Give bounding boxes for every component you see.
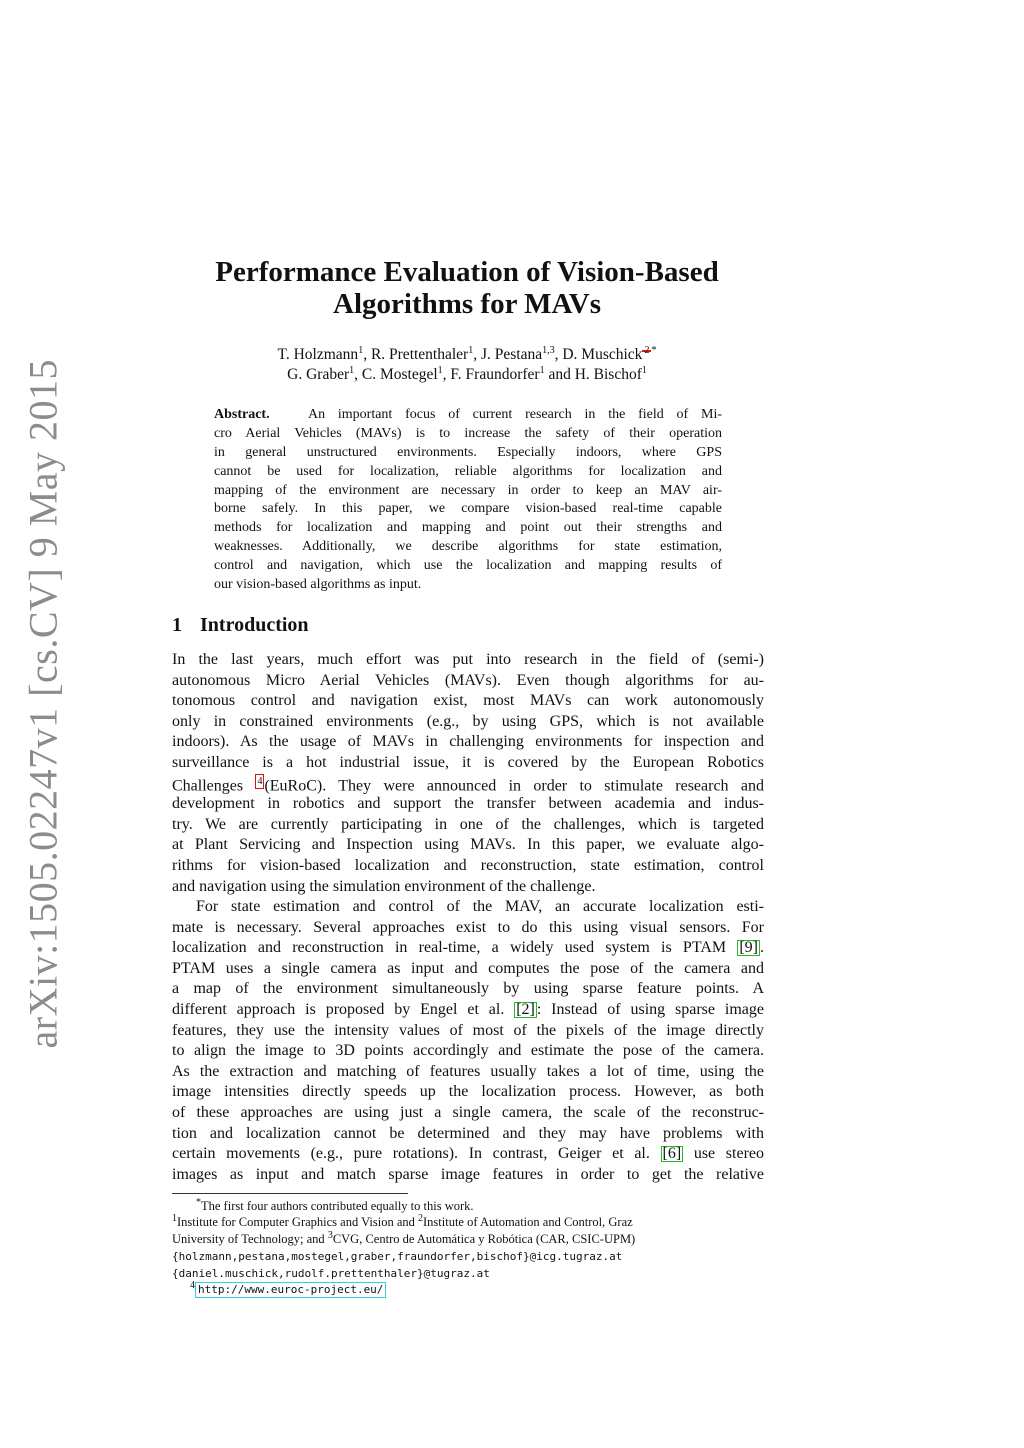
citation-link-6[interactable]: [6] (662, 1145, 682, 1163)
abstract-line: borne safely. In this paper, we compare vision-based real-time capable (214, 501, 722, 517)
text-line: certain movements (e.g., pure rotations). In contrast, Geiger et al. [6] use stereo (172, 1145, 764, 1163)
introduction-paragraph-1 (172, 650, 764, 897)
footnote-link-4[interactable]: 4 (257, 775, 263, 787)
text-line: As the extraction and matching of features usually takes a lot of time, using the (172, 1062, 764, 1080)
text-line: images as input and match sparse image features in order to get the relative (172, 1165, 764, 1183)
paper-title (150, 256, 784, 320)
section-heading (172, 614, 309, 637)
abstract-line: cannot be used for localization, reliable algorithms for localization and (214, 463, 722, 479)
footnote-marker-star: * (651, 344, 657, 356)
title-line-2: Algorithms for MAVs (333, 288, 601, 320)
arxiv-identifier-stamp: arXiv:1505.02247v1 [cs.CV] 9 May 2015 (20, 358, 66, 1049)
text-line: indoors). As the usage of MAVs in challenging environments for inspection and (172, 733, 764, 751)
abstract-line: mapping of the environment are necessary in order to keep an MAV air- (214, 482, 722, 498)
abstract-line: control and navigation, which use the localization and mapping results of (214, 558, 722, 574)
text-line: Challenges $^4$ (EuRoC). They were announced in order to stimulate research and (172, 775, 765, 794)
title-line-1: Performance Evaluation of Vision-Based (215, 256, 719, 288)
section-title: Introduction (200, 614, 309, 636)
text-line: development in robotics and support the transfer between academia and indus- (172, 795, 764, 813)
introduction-paragraph-2 (172, 897, 764, 1185)
author-list (150, 345, 784, 385)
abstract-line: our vision-based algorithms as input. (214, 577, 422, 593)
footnote-affiliations-2: University of Technology; and $^3$CVG, Centro de Automática y Robótica (CAR, CSIC-UPM) (172, 1229, 636, 1246)
footnote-equal-contribution: *The first four authors contributed equally to this work. (196, 1196, 474, 1213)
footnote-link-2[interactable]: 2 (644, 344, 650, 356)
text-line: image intensities directly speeds up the localization process. However, as both (172, 1083, 764, 1101)
text-line: localization and reconstruction in real-time, a widely used system is PTAM [9] . (172, 939, 764, 957)
abstract-label: Abstract. (214, 407, 270, 422)
text-line: surveillance is a hot industrial issue, it is covered by the European Robotics (172, 753, 764, 771)
author-line-2: G. Graber$^1$, C. Mostegel$^1$, F. Fraundorfer$^1$ and H. Bischof$^1$ (287, 364, 647, 383)
text-line: In the last years, much effort was put into research in the field of (semi-) (172, 651, 764, 668)
text-line: rithms for vision-based localization and reconstruction, state estimation, control (172, 856, 764, 874)
author-line-1: T. Holzmann$^1$, R. Prettenthaler$^1$, J. Pestana$^{1,3}$, D. Muschick $^2$ * (277, 344, 657, 363)
abstract-line: weaknesses. Additionally, we describe algorithms for state estimation, (214, 539, 722, 555)
text-line: at Plant Servicing and Inspection using MAVs. In this paper, we evaluate algo- (172, 836, 764, 854)
text-line: features, they use the intensity values of most of the pixels of the image directly (172, 1021, 764, 1039)
footnote-affiliations-1: $^1$Institute for Computer Graphics and Vision and $^2$Institute of Automation and Control, Graz (172, 1212, 633, 1229)
text-line: mate is necessary. Several approaches exist to do this using visual sensors. For (172, 918, 764, 936)
citation-link-2[interactable]: [2] (516, 1000, 535, 1018)
text-line: and navigation using the simulation environment of the challenge. (172, 877, 596, 895)
section-number: 1 (172, 614, 182, 636)
text-line: different approach is proposed by Engel et al. [2] : Instead of using sparse image (172, 1000, 764, 1018)
text-line: only in constrained environments (e.g., by using GPS, which is not available (172, 712, 764, 730)
text-line: of these approaches are using just a single camera, the scale of the reconstruc- (172, 1103, 764, 1121)
text-line: try. We are currently participating in one of the challenges, which is targeted (172, 815, 764, 833)
footnote-emails-tugraz: {daniel.muschick,rudolf.prettenthaler}@tugraz.at (172, 1267, 490, 1280)
text-line: tion and localization cannot be determined and they may have problems with (172, 1124, 764, 1142)
abstract-line: in general unstructured environments. Especially indoors, where GPS (214, 444, 722, 460)
text-line: For state estimation and control of the MAV, an accurate localization esti- (196, 898, 764, 915)
abstract-line: cro Aerial Vehicles (MAVs) is to increase the safety of their operation (214, 425, 722, 441)
abstract-line: Abstract. An important focus of current research in the field of Mi- (214, 407, 722, 422)
footnote-divider (172, 1193, 408, 1194)
citation-link-9[interactable]: [9] (739, 939, 758, 957)
text-line: autonomous Micro Aerial Vehicles (MAVs). Even though algorithms for au- (172, 671, 764, 689)
footnote-euroc-url: $^4$ http://www.euroc-project.eu/ (172, 1281, 764, 1298)
euroc-url-link[interactable]: http://www.euroc-project.eu/ (195, 1282, 386, 1298)
abstract (214, 406, 722, 595)
text-line: to align the image to 3D points accordingly and estimate the pose of the camera. (172, 1042, 764, 1060)
text-line: tonomous control and navigation exist, most MAVs can work autonomously (172, 692, 764, 710)
abstract-line: methods for localization and mapping and point out their strengths and (214, 520, 722, 536)
footnote-emails-icg: {holzmann,pestana,mostegel,graber,fraundorfer,bischof}@icg.tugraz.at (172, 1250, 623, 1263)
text-line: a map of the environment simultaneously by using sparse feature points. A (172, 980, 764, 998)
text-line: PTAM uses a single camera as input and computes the pose of the camera and (172, 959, 764, 977)
